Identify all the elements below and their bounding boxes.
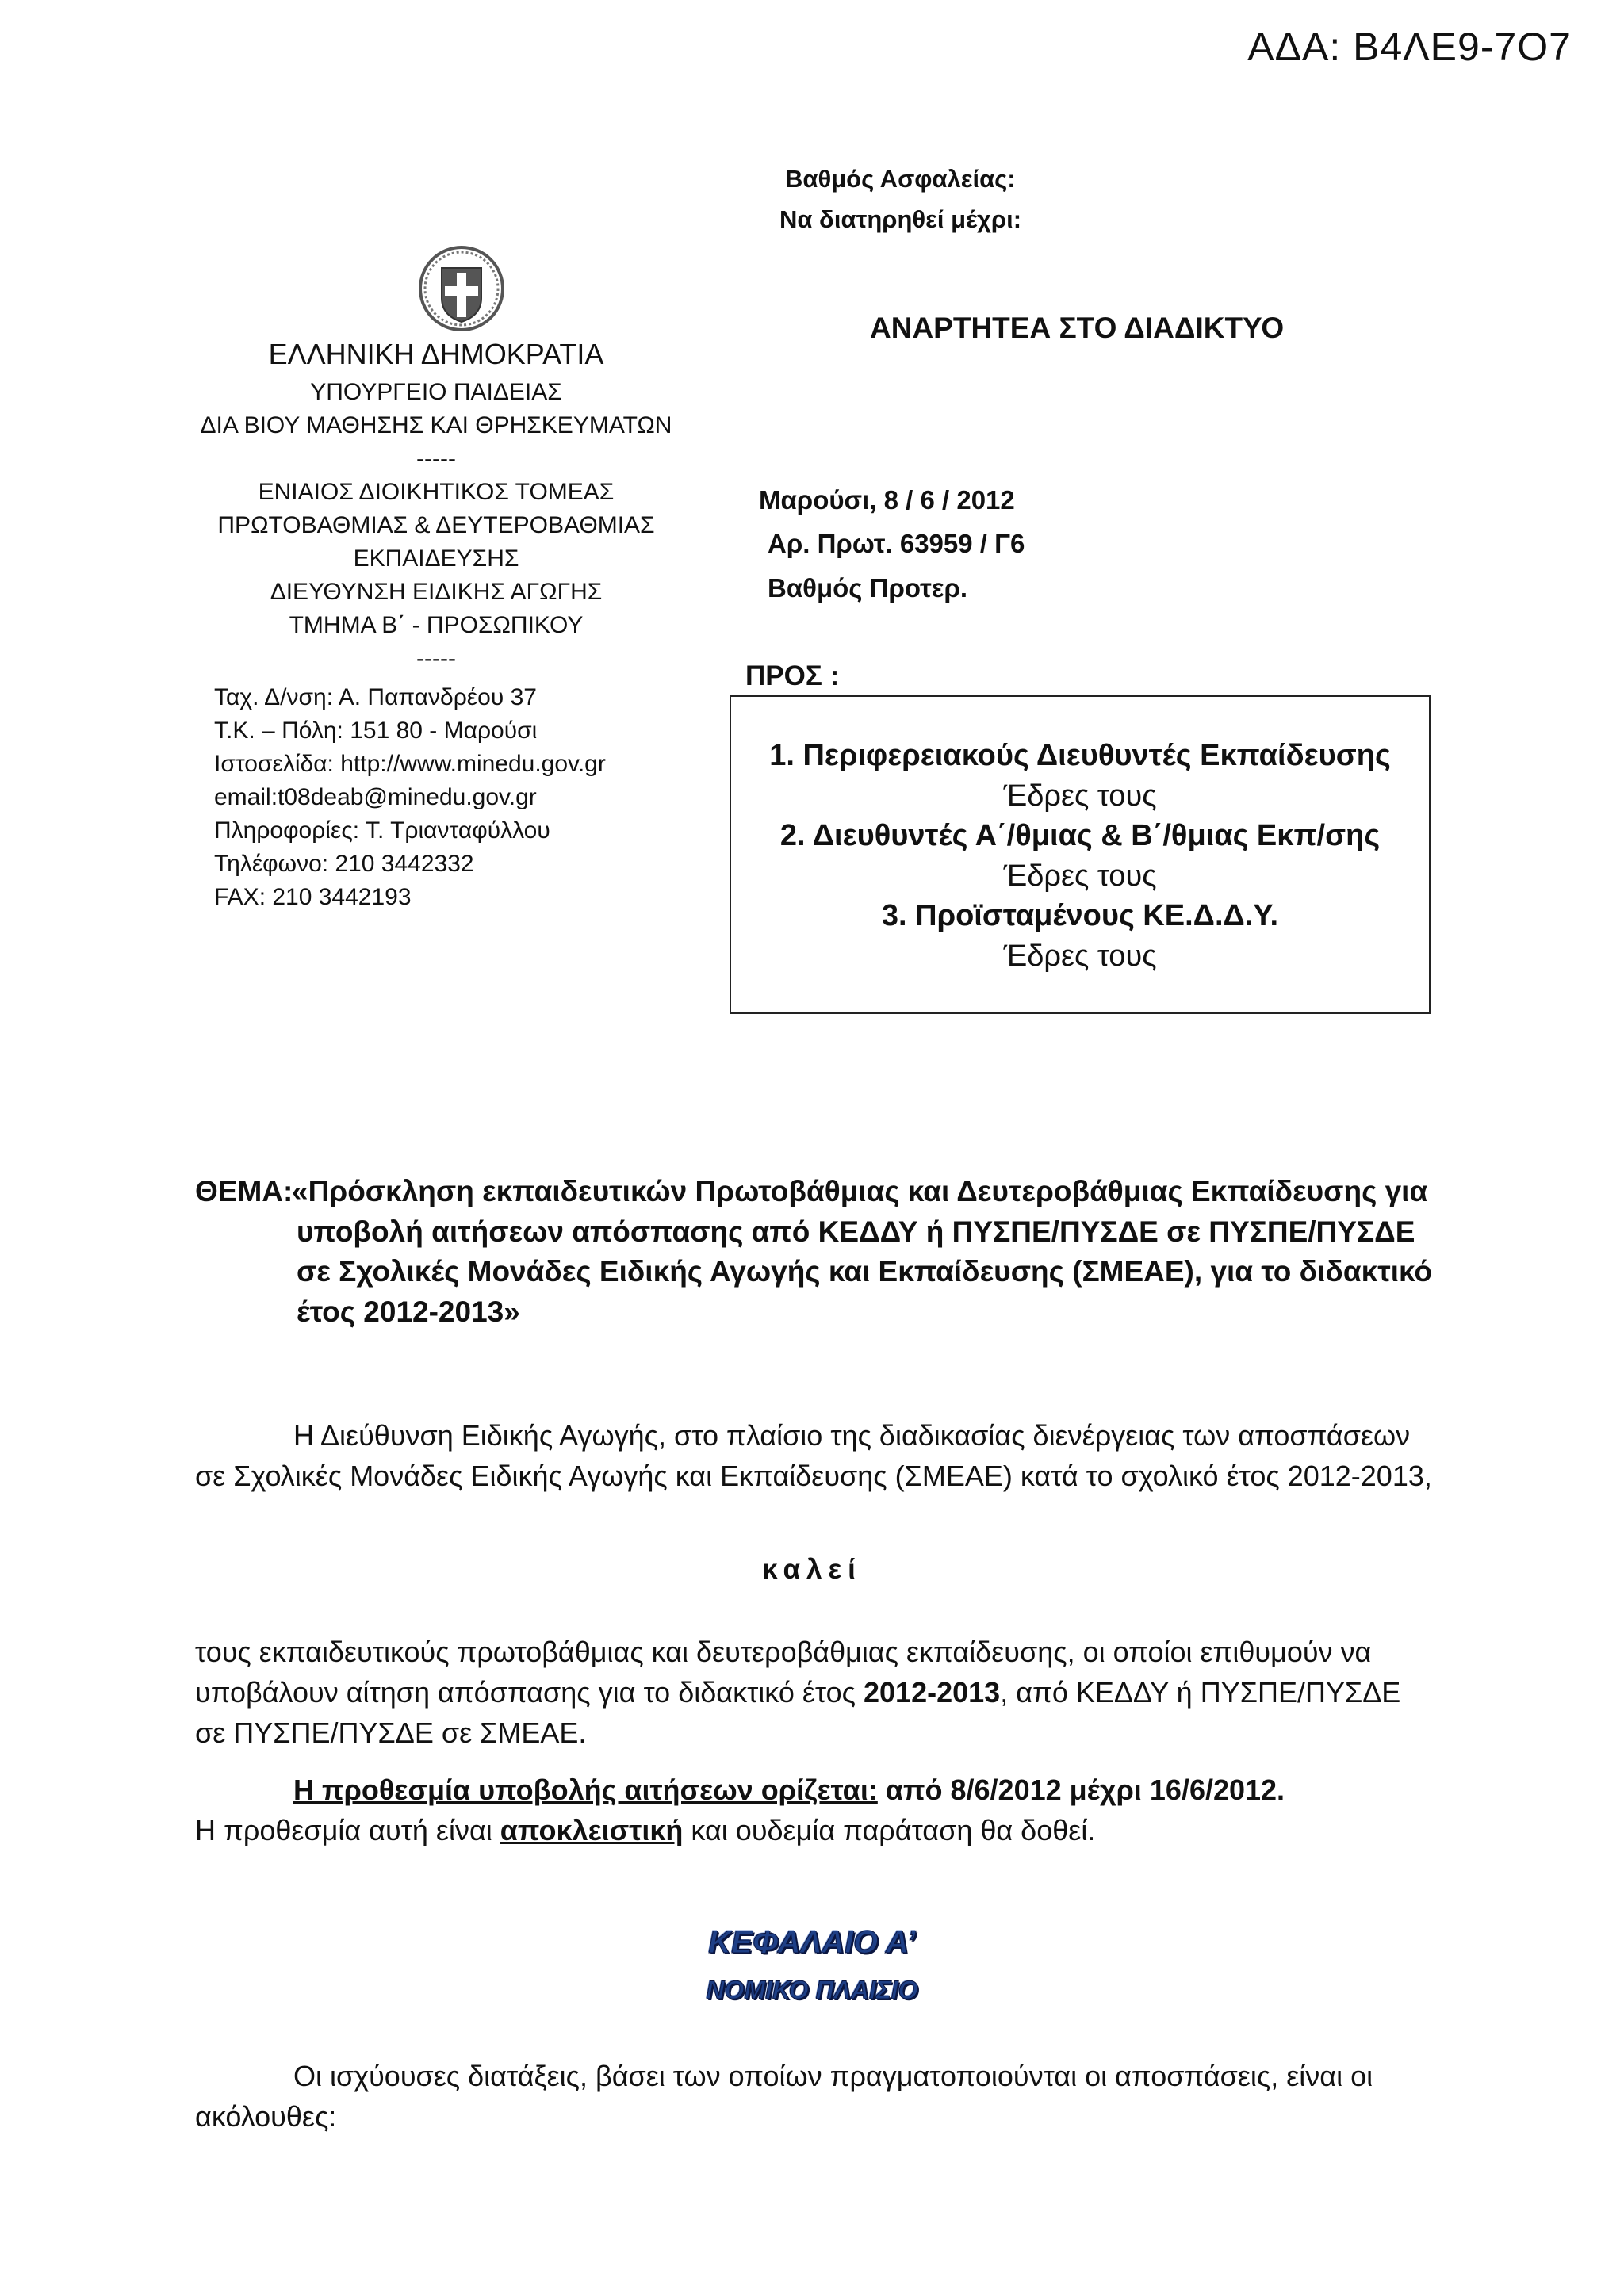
deadline-note-emphasis: αποκλειστική	[500, 1814, 684, 1846]
contact-postcode: Τ.Κ. – Πόλη: 151 80 - Μαρούσι	[214, 718, 538, 744]
sector-name-cont: ΠΡΩΤΟΒΑΘΜΙΑΣ & ΔΕΥΤΕΡΟΒΑΘΜΙΑΣ	[217, 512, 655, 538]
subject-block	[195, 1172, 1432, 1332]
place-date: Μαρούσι, 8 / 6 / 2012	[759, 485, 1015, 515]
sector-name-cont2: ΕΚΠΑΙΔΕΥΣΗΣ	[353, 545, 519, 572]
priority-label: Βαθμός Προτερ.	[768, 573, 968, 603]
deadline-dates: από 8/6/2012 μέχρι 16/6/2012.	[877, 1774, 1285, 1806]
recipient-3-location: Έδρες τους	[1003, 939, 1157, 973]
directorate-name: ΔΙΕΥΘΥΝΣΗ ΕΙΔΙΚΗΣ ΑΓΩΓΗΣ	[270, 579, 603, 605]
deadline-note-text: Η προθεσμία αυτή είναι	[195, 1814, 500, 1846]
separator-dashes-2: -----	[416, 645, 456, 672]
ministry-name-cont: ΔΙΑ ΒΙΟΥ ΜΑΘΗΣΗΣ ΚΑΙ ΘΡΗΣΚΕΥΜΑΤΩΝ	[200, 412, 672, 438]
contact-phone: Τηλέφωνο: 210 3442332	[214, 851, 474, 877]
recipient-3: 3. Προϊσταμένους ΚΕ.Δ.Δ.Υ.	[881, 899, 1279, 932]
keep-until-label: Να διατηρηθεί μέχρι:	[779, 205, 1022, 233]
contact-email: email:t08deab@minedu.gov.gr	[214, 784, 537, 810]
greek-coat-of-arms-icon	[418, 243, 505, 335]
sender-block	[167, 333, 706, 675]
chapter-title: ΚΕΦΑΛΑΙΟ Α’	[708, 1925, 916, 1960]
sector-name: ΕΝΙΑΙΟΣ ΔΙΟΙΚΗΤΙΚΟΣ ΤΟΜΕΑΣ	[258, 479, 615, 505]
ada-code: ΑΔΑ: Β4ΛΕ9-7Ο7	[1247, 25, 1572, 69]
contact-info-person: Πληροφορίες: Τ. Τριανταφύλλου	[214, 817, 550, 844]
separator-dashes: -----	[416, 446, 456, 472]
contact-block	[214, 681, 606, 914]
protocol-number: Αρ. Πρωτ. 63959 / Γ6	[768, 529, 1025, 558]
provisions-intro: Οι ισχύουσες διατάξεις, βάσει των οποίων πραγματοποιούνται οι αποσπάσεις, είναι οι ακόλουθες:	[195, 2060, 1373, 2133]
invites-word: καλεί	[762, 1554, 862, 1585]
recipient-1-location: Έδρες τους	[1003, 779, 1157, 813]
recipient-1: 1. Περιφερειακούς Διευθυντές Εκπαίδευσης	[769, 739, 1391, 772]
country-name: ΕΛΛΗΝΙΚΗ ΔΗΜΟΚΡΑΤΙΑ	[268, 338, 604, 370]
chapter-subtitle: ΝΟΜΙΚΟ ΠΛΑΙΣΙΟ	[706, 1976, 918, 2004]
call-paragraph	[195, 1632, 1432, 1753]
call-text-end: , από ΚΕΔΔΥ ή ΠΥΣΠΕ/ΠΥΣΔΕ σε ΠΥΣΠΕ/ΠΥΣΔΕ σε ΣΜΕΑΕ.	[195, 1676, 1401, 1749]
recipients-label: ΠΡΟΣ :	[745, 660, 840, 691]
ministry-name: ΥΠΟΥΡΓΕΙΟ ΠΑΙΔΕΙΑΣ	[310, 379, 562, 405]
publish-note: ΑΝΑΡΤΗΤΕΑ ΣΤΟ ΔΙΑΔΙΚΤΥΟ	[870, 312, 1285, 344]
subject-label: ΘΕΜΑ:	[195, 1175, 293, 1207]
deadline-label: Η προθεσμία υποβολής αιτήσεων ορίζεται:	[293, 1774, 878, 1806]
deadline-note-end: και ουδεμία παράταση θα δοθεί.	[683, 1814, 1096, 1846]
call-year: 2012-2013	[864, 1676, 1001, 1709]
recipients-box	[730, 695, 1431, 1014]
contact-address: Ταχ. Δ/νση: Α. Παπανδρέου 37	[214, 684, 537, 710]
deadline-note	[195, 1810, 1432, 1850]
call-text: τους εκπαιδευτικούς πρωτοβάθμιας και δευτεροβάθμιας εκπαίδευσης, οι οποίοι επιθυμούν να υποβάλουν αίτηση απόσπασης για το διδακτικό έτος	[195, 1636, 1372, 1709]
deadline-line	[195, 1770, 1432, 1810]
intro-paragraph: Η Διεύθυνση Ειδικής Αγωγής, στο πλαίσιο της διαδικασίας διενέργειας των αποσπάσεων σε Σχολικές Μονάδες Ειδικής Αγωγής και Εκπαίδευσης (ΣΜΕΑΕ) κατά το σχολικό έτος 2012-2013,	[195, 1419, 1432, 1492]
subject-text: «Πρόσκληση εκπαιδευτικών Πρωτοβάθμιας και Δευτεροβάθμιας Εκπαίδευσης για υποβολή αιτήσεων απόσπασης από ΚΕΔΔΥ ή ΠΥΣΠΕ/ΠΥΣΔΕ σε ΠΥΣΠΕ/ΠΥΣΔΕ σε Σχολικές Μονάδες Ειδικής Αγωγής και Εκπαίδευσης (ΣΜΕΑΕ), για το διδακτικό έτος 2012-2013»	[292, 1175, 1433, 1328]
contact-fax: FAX: 210 3442193	[214, 884, 412, 910]
recipient-2: 2. Διευθυντές Α΄/θμιας & Β΄/θμιας Εκπ/σης	[779, 819, 1381, 852]
security-level-label: Βαθμός Ασφαλείας:	[785, 165, 1016, 193]
contact-website: Ιστοσελίδα: http://www.minedu.gov.gr	[214, 751, 606, 777]
recipient-2-location: Έδρες τους	[1003, 859, 1157, 893]
department-name: ΤΜΗΜΑ Β΄ - ΠΡΟΣΩΠΙΚΟΥ	[289, 612, 584, 638]
